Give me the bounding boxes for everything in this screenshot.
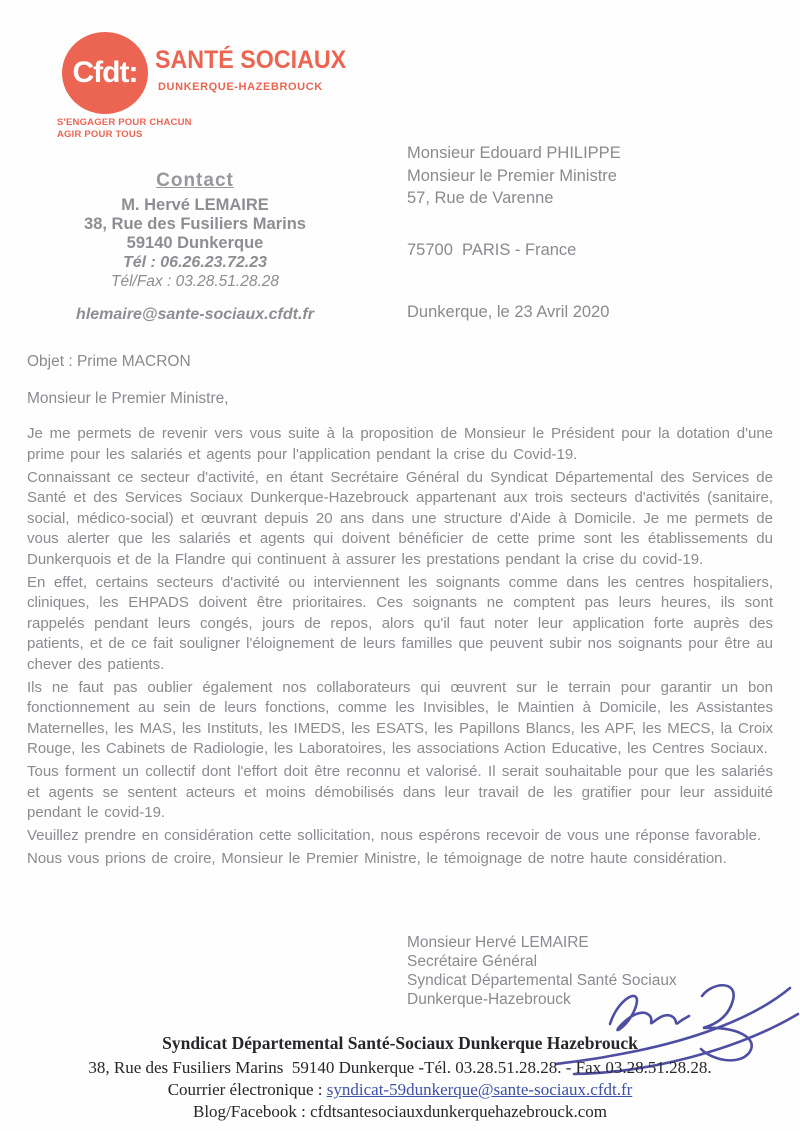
footer xyxy=(0,1033,800,1123)
footer-blog-label: Blog/Facebook : xyxy=(192,1102,311,1121)
contact-address-street: 38, Rue des Fusiliers Marins xyxy=(84,215,306,233)
org-tagline xyxy=(57,117,192,140)
org-tagline-line2: AGIR POUR TOUS xyxy=(57,128,143,140)
org-name: SANTÉ SOCIAUX xyxy=(155,46,347,74)
subject-line: Objet : Prime MACRON xyxy=(27,353,191,370)
footer-blog-url: cfdtsantesociauxdunkerquehazebrouck.com xyxy=(310,1102,607,1121)
recipient-city: 75700 PARIS - France xyxy=(407,240,577,259)
paragraph: En effet, certains secteurs d'activité ou interviennent les soignants comme dans les centres hospitaliers, cliniques, les EHPADS doivent être prioritaires. Ces soignants ne comptent pas leurs heures, ils sont rappelés pendant leurs congés, jours de repos, alors qu'il faut noter leur application forte auprès des patients, et de ce fait souligner l'éloignement de leurs familles que peuvent subir nos soignants pour être au chever des patients. xyxy=(27,573,773,673)
salutation: Monsieur le Premier Ministre, xyxy=(27,389,229,407)
contact-email: hlemaire@sante-sociaux.cfdt.fr xyxy=(76,306,314,323)
closing-paragraph: Nous vous prions de croire, Monsieur le Premier Ministre, le témoignage de notre haute considération. xyxy=(27,850,727,867)
org-location: DUNKERQUE-HAZEBROUCK xyxy=(158,81,323,93)
footer-address: 38, Rue des Fusiliers Marins 59140 Dunkerque -Tél. 03.28.51.28.28. - Fax 03.28.51.28.28. xyxy=(88,1058,712,1077)
recipient-street: 57, Rue de Varenne xyxy=(407,189,554,207)
contact-telfax: Tél/Fax : 03.28.51.28.28 xyxy=(110,273,280,290)
contact-tel: Tél : 06.26.23.72.23 xyxy=(122,254,268,271)
contact-heading: Contact xyxy=(156,170,234,191)
footer-org-name: Syndicat Départemental Santé-Sociaux Dunkerque Hazebrouck xyxy=(162,1033,638,1053)
paragraph: Je me permets de revenir vers vous suite à la proposition de Monsieur le Président pour la dotation d'une prime pour les salariés et agents pour l'application pendant la crise du Covid-19. xyxy=(27,425,773,463)
footer-email-label: Courrier électronique : xyxy=(167,1080,327,1099)
footer-email-line xyxy=(0,1079,800,1101)
contact-block xyxy=(40,170,350,324)
recipient-block xyxy=(407,142,621,324)
signer-org-location: Dunkerque-Hazebrouck xyxy=(407,991,571,1008)
signer-role: Secrétaire Général xyxy=(407,953,538,970)
letter-date: Dunkerque, le 23 Avril 2020 xyxy=(407,303,610,321)
cfdt-logo-circle xyxy=(62,32,148,114)
cfdt-logo-text: Cfdt: xyxy=(72,56,138,89)
signer-block xyxy=(407,933,677,1009)
signer-org: Syndicat Départemental Santé Sociaux xyxy=(407,972,677,989)
org-tagline-line1: S'ENGAGER POUR CHACUN xyxy=(57,117,192,128)
paragraph: Veuillez prendre en considération cette sollicitation, nous espérons recevoir de vous une réponse favorable. xyxy=(27,827,762,844)
contact-address-city: 59140 Dunkerque xyxy=(126,234,264,252)
footer-blog-line xyxy=(0,1101,800,1123)
paragraph: Tous forment un collectif dont l'effort doit être reconnu et valorisé. Il serait souhaitable pour que les salariés et agents se sentent acteurs et moins démobilisés dans leur travail de les gratifier pour leur assiduité pendant le covid-19. xyxy=(27,763,773,821)
footer-email-link[interactable]: syndicat-59dunkerque@sante-sociaux.cfdt.fr xyxy=(326,1080,633,1099)
contact-name: M. Hervé LEMAIRE xyxy=(121,196,269,214)
recipient-name: Monsieur Edouard PHILIPPE xyxy=(407,144,621,162)
paragraph: Connaissant ce secteur d'activité, en étant Secrétaire Général du Syndicat Départemental des Services de Santé et des Services Sociaux Dunkerque-Hazebrouck appartenant aux trois secteurs d'activités (sanitaire, social, médico-social) et œuvrant depuis 20 ans dans une structure d'Aide à Domicile. Je me permets de vous alerter que les salariés et agents qui doivent bénéficier de cette prime sont les établissements du Dunkerquois et de la Flandre qui continuent à assurer les prestations pendant la crise du covid-19. xyxy=(27,468,773,568)
paragraph: Ils ne faut pas oublier également nos collaborateurs qui œuvrent sur le terrain pour garantir un bon fonctionnement au sein de leurs fonctions, comme les Invisibles, le Maintien à Domicile, les Assistantes Maternelles, les MAS, les Instituts, les IMEDS, les ESATS, les Papillons Blancs, les APF, les MECS, la Croix Rouge, les Cabinets de Radiologie, les Laboratoires, les associations Action Educative, les Centres Sociaux. xyxy=(27,678,773,757)
recipient-title: Monsieur le Premier Ministre xyxy=(407,166,617,185)
signer-name: Monsieur Hervé LEMAIRE xyxy=(407,934,589,951)
letter-body xyxy=(27,352,773,872)
